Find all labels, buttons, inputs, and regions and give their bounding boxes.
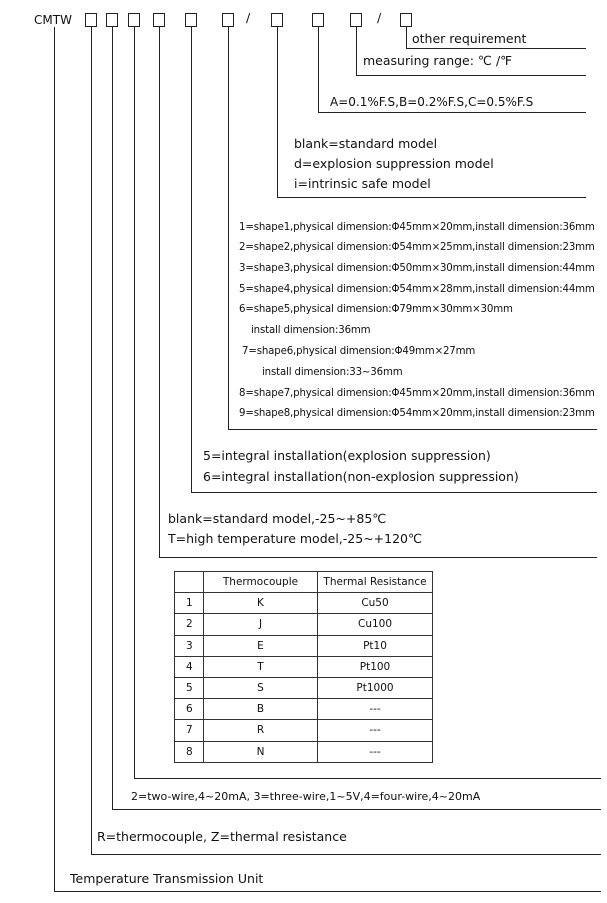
model-d-label: d=explosion suppression model <box>294 156 494 171</box>
code-box-10 <box>401 14 412 27</box>
shape-6-install-label: install dimension:33~36mm <box>262 367 403 378</box>
table-cell: S <box>204 677 318 698</box>
code-box-6 <box>223 14 234 27</box>
code-box-2 <box>107 14 118 27</box>
table-row <box>175 677 433 698</box>
separator-slash-2: / <box>377 10 382 25</box>
table-cell: 1 <box>175 593 204 614</box>
table-cell: J <box>204 614 318 635</box>
table-cell: E <box>204 635 318 656</box>
shape-1-label: 1=shape1,physical dimension:Φ45mm×20mm,install dimension:36mm <box>239 222 595 233</box>
install-6-label: 6=integral installation(non-explosion suppression) <box>203 469 519 484</box>
shape-4-label: 5=shape4,physical dimension:Φ54mm×28mm,install dimension:44mm <box>239 284 595 295</box>
unit-name-label: Temperature Transmission Unit <box>70 871 264 886</box>
table-row <box>175 656 433 677</box>
code-box-9 <box>351 14 362 27</box>
table-cell: 7 <box>175 720 204 741</box>
table-cell: Pt100 <box>318 656 433 677</box>
table-cell: T <box>204 656 318 677</box>
table-cell: Cu100 <box>318 614 433 635</box>
code-box-3 <box>129 14 140 27</box>
table-cell: B <box>204 699 318 720</box>
shape-5-label: 6=shape5,physical dimension:Φ79mm×30mm×30mm <box>239 304 513 315</box>
code-box-7 <box>272 14 283 27</box>
sensor-code-table <box>174 571 433 763</box>
table-row <box>175 741 433 762</box>
table-cell: Pt1000 <box>318 677 433 698</box>
shape-2-label: 2=shape2,physical dimension:Φ54mm×25mm,install dimension:23mm <box>239 242 595 253</box>
wiring-label: 2=two-wire,4~20mA, 3=three-wire,1~5V,4=four-wire,4~20mA <box>131 790 481 803</box>
table-cell: R <box>204 720 318 741</box>
code-box-4 <box>154 14 165 27</box>
table-cell: Pt10 <box>318 635 433 656</box>
table-cell: --- <box>318 720 433 741</box>
table-cell: N <box>204 741 318 762</box>
table-row <box>175 699 433 720</box>
code-box-1 <box>86 14 97 27</box>
table-header-cell <box>175 572 204 593</box>
table-row <box>175 720 433 741</box>
table-row <box>175 635 433 656</box>
table-row <box>175 593 433 614</box>
table-header-row <box>175 572 433 593</box>
shape-8-label: 9=shape8,physical dimension:Φ54mm×20mm,install dimension:23mm <box>239 408 595 419</box>
temp-blank-label: blank=standard model,-25~+85℃ <box>168 511 387 526</box>
shape-7-label: 8=shape7,physical dimension:Φ45mm×20mm,install dimension:36mm <box>239 388 595 399</box>
table-cell: --- <box>318 741 433 762</box>
shape-5-install-label: install dimension:36mm <box>251 325 371 336</box>
model-prefix: CMTW <box>34 13 72 27</box>
measuring-range-label: measuring range: ℃ /℉ <box>363 53 513 68</box>
table-cell: 5 <box>175 677 204 698</box>
table-cell: 2 <box>175 614 204 635</box>
model-i-label: i=intrinsic safe model <box>294 176 431 191</box>
install-5-label: 5=integral installation(explosion suppression) <box>203 448 491 463</box>
table-header-cell: Thermocouple <box>204 572 318 593</box>
temp-t-label: T=high temperature model,-25~+120℃ <box>168 531 423 546</box>
table-cell: 6 <box>175 699 204 720</box>
shape-3-label: 3=shape3,physical dimension:Φ50mm×30mm,install dimension:44mm <box>239 263 595 274</box>
code-box-5 <box>186 14 197 27</box>
shape-6-label: 7=shape6,physical dimension:Φ49mm×27mm <box>242 346 476 357</box>
code-box-8 <box>313 14 324 27</box>
model-blank-label: blank=standard model <box>294 136 438 151</box>
table-cell: Cu50 <box>318 593 433 614</box>
table-row <box>175 614 433 635</box>
accuracy-label: A=0.1%F.S,B=0.2%F.S,C=0.5%F.S <box>330 95 534 109</box>
table-header-cell: Thermal Resistance <box>318 572 433 593</box>
table-cell: --- <box>318 699 433 720</box>
other-requirement-label: other requirement <box>412 31 527 46</box>
table-cell: 4 <box>175 656 204 677</box>
table-cell: K <box>204 593 318 614</box>
sensor-type-label: R=thermocouple, Z=thermal resistance <box>97 829 347 844</box>
table-cell: 3 <box>175 635 204 656</box>
table-cell: 8 <box>175 741 204 762</box>
separator-slash-1: / <box>246 10 251 25</box>
